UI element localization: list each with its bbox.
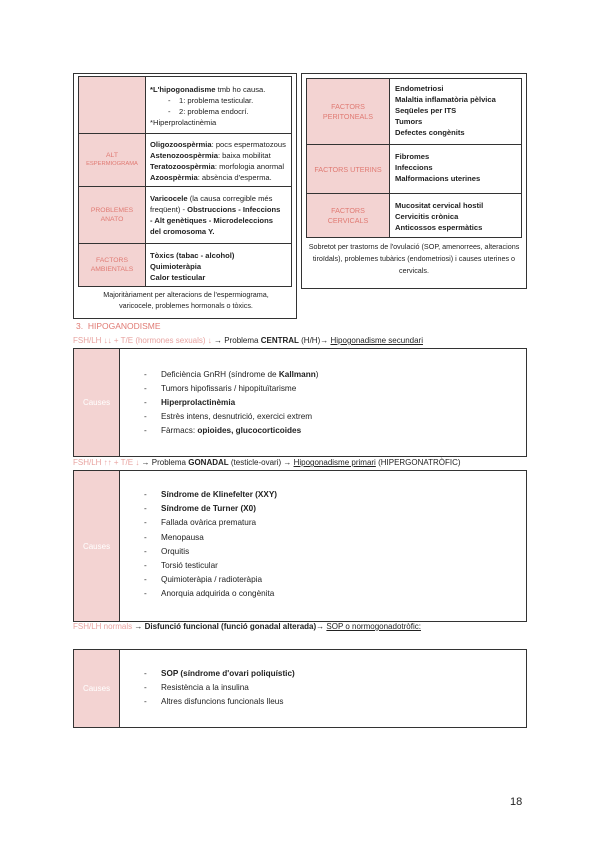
central-causes-box [73, 348, 527, 457]
gonadal-heading: FSH/LH ↑↑ + T/E ↓ → Problema GONADAL (testicle-ovari) → Hipogonadisme primari (HIPERGONATRÒFIC) [73, 458, 461, 467]
label-problemes-anato: PROBLEMES ANATO [79, 187, 145, 243]
central-causes-list [144, 368, 318, 438]
anato-cell: Varicocele (la causa corregible més freqüent) - Obstruccions - Infeccions - Alt genètiques - Microdeleccions del cromosoma Y. [150, 194, 281, 236]
gonadal-causes-label-cell: Causes [74, 471, 120, 621]
normal-heading: FSH/LH normals → Disfunció funcional (funció gonadal alterada)→ SOP o normogonadotròfic: [73, 622, 421, 631]
list-item: - Fallada ovàrica prematura [144, 518, 257, 528]
label-alt-espermiograma: ALT ESPERMIOGRAMA [79, 134, 145, 186]
peritoneals-cell: Endometriosi Malaltia inflamatòria pèlvica Seqüeles per ITS Tumors Defectes congènits [395, 84, 496, 137]
list-item: - Tumors hipofissaris / hipopituïtarisme [144, 384, 297, 393]
list-item: - Síndrome de Turner (X0) [144, 504, 256, 514]
normal-causes-box [73, 649, 527, 728]
list-item: - Menopausa [144, 532, 204, 542]
left-table-note: Majoritàriament per alteracions de l'espermiograma, varicocele, problemes hormonals o tòxics. [103, 290, 269, 310]
list-item: - Hiperprolactinèmia [144, 398, 236, 407]
section-title: 3. HIPOGANODISME [76, 321, 161, 331]
label-factors-uterins: FACTORS UTERINS [307, 145, 389, 193]
label-cell-empty [79, 77, 145, 133]
list-item: - Resistència a la insulina [144, 683, 249, 693]
list-item: - Estrès intens, desnutrició, exercici extrem [144, 412, 313, 421]
gonadal-causes-box [73, 470, 527, 622]
normal-causes-list [144, 667, 295, 710]
list-item: - Torsió testicular [144, 561, 218, 571]
label-factors-ambientals: FACTORS AMBIENTALS [79, 244, 145, 286]
list-item: - Síndrome de Klinefelter (XXY) [144, 490, 278, 499]
gonadal-causes-list [144, 488, 277, 602]
normal-causes-label-cell: Causes [74, 650, 120, 727]
central-causes-label-cell: Causes [74, 349, 120, 456]
list-item: - Anorquia adquirida o congènita [144, 589, 275, 599]
ambientals-cell: Tòxics (tabac - alcohol) Quimioteràpia Calor testicular [150, 251, 235, 282]
central-heading: FSH/LH ↓↓ + T/E (hormones sexuals) ↓ → Problema CENTRAL (H/H)→ Hipogonadisme secundari [73, 336, 423, 345]
list-item: - Orquitis [144, 546, 190, 556]
list-item: - Fàrmacs: opioides, glucocorticoides [144, 426, 302, 435]
cervicals-cell: Mucositat cervical hostil Cervicitis crònica Anticossos espermàtics [395, 201, 484, 232]
list-item: - Deficiència GnRH (síndrome de Kallmann) [144, 370, 319, 379]
hipogonadisme-cell: *L'hipogonadisme tmb ho causa. - 1: problema testicular. - 2: problema endocrí. *Hiperprolactinèmia [150, 85, 266, 127]
label-factors-cervicals: FACTORS CERVICALS [307, 194, 389, 237]
uterins-cell: Fibromes Infeccions Malformacions uterines [395, 152, 481, 183]
list-item: - SOP (síndrome d'ovari poliquístic) [144, 669, 295, 678]
espermiograma-cell: Oligozoospèrmia: pocs espermatozous Astenozoospèrmia: baixa mobilitat Teratozoospèrmia: morfologia anormal Azoospèrmia: absència d'esperma. [150, 140, 286, 182]
list-item: - Quimioteràpia / radioteràpia [144, 575, 263, 585]
page-number: 18 [510, 796, 523, 808]
label-factors-peritoneals: FACTORS PERITONEALS [307, 79, 389, 144]
right-table-note: Sobretot per trastorns de l'ovulació (SOP, amenorrees, alteracions tiroïdals), problemes tubàrics (endometriosi) i causes uterines o cervicals. [308, 242, 520, 275]
list-item: - Altres disfuncions funcionals lleus [144, 697, 284, 707]
